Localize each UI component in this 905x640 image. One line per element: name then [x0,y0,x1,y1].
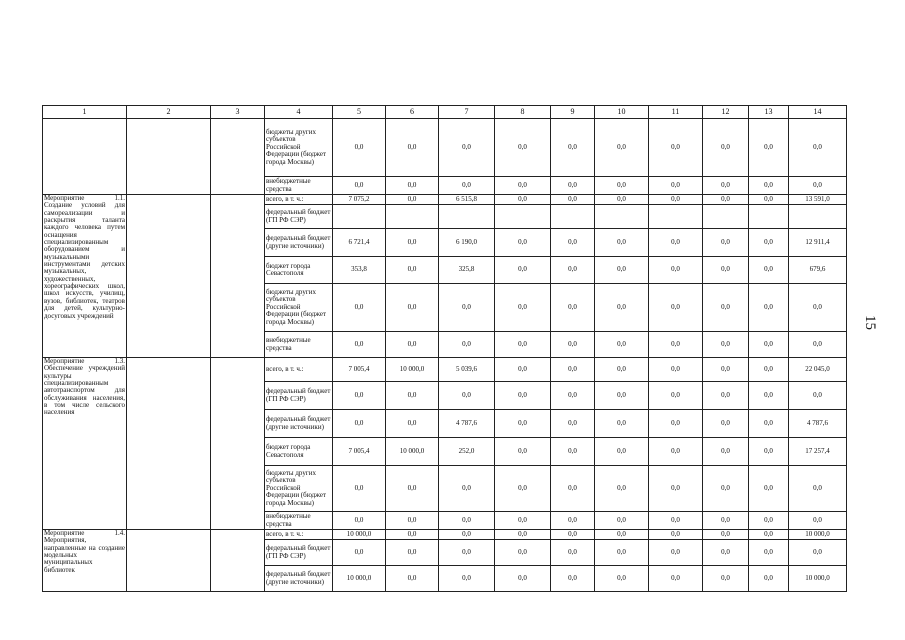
value-cell: 679,6 [789,257,847,284]
value-cell: 0,0 [649,332,703,358]
value-cell: 0,0 [386,512,439,530]
value-cell: 0,0 [595,229,649,257]
value-cell: 0,0 [333,119,386,177]
value-cell [749,205,789,229]
value-cell: 0,0 [386,332,439,358]
header-cell: 4 [265,106,333,119]
value-cell: 0,0 [551,530,595,540]
table-row [43,195,847,205]
funding-source: бюджеты других субъектов Российской Федерации (бюджет города Москвы) [265,466,333,512]
header-cell: 10 [595,106,649,119]
funding-source: всего, в т. ч.: [265,195,333,205]
value-cell: 0,0 [595,177,649,195]
value-cell: 0,0 [333,382,386,410]
value-cell: 0,0 [333,410,386,438]
value-cell: 0,0 [649,177,703,195]
value-cell [333,205,386,229]
value-cell: 0,0 [386,540,439,566]
value-cell: 12 911,4 [789,229,847,257]
value-cell: 0,0 [749,566,789,592]
value-cell: 0,0 [551,382,595,410]
funding-source: бюджеты других субъектов Российской Федерации (бюджет города Москвы) [265,119,333,177]
period-cell [211,530,265,592]
measure-title [43,119,127,195]
value-cell: 10 000,0 [333,566,386,592]
funding-source: федеральный бюджет (ГП РФ СЭР) [265,205,333,229]
period-cell [211,195,265,358]
value-cell: 0,0 [386,530,439,540]
value-cell: 0,0 [649,540,703,566]
value-cell: 0,0 [649,438,703,466]
header-cell: 12 [703,106,749,119]
value-cell: 0,0 [789,540,847,566]
value-cell: 0,0 [703,512,749,530]
value-cell: 0,0 [495,332,551,358]
value-cell: 0,0 [595,257,649,284]
value-cell: 0,0 [703,257,749,284]
value-cell: 7 005,4 [333,358,386,382]
value-cell: 0,0 [551,438,595,466]
funding-source: всего, в т. ч.: [265,530,333,540]
value-cell: 0,0 [595,530,649,540]
value-cell: 0,0 [495,466,551,512]
value-cell: 0,0 [333,177,386,195]
value-cell: 0,0 [703,229,749,257]
funding-source: федеральный бюджет (ГП РФ СЭР) [265,382,333,410]
value-cell: 0,0 [386,466,439,512]
value-cell: 0,0 [703,382,749,410]
value-cell: 0,0 [495,195,551,205]
value-cell: 10 000,0 [789,566,847,592]
value-cell: 0,0 [495,382,551,410]
value-cell [703,205,749,229]
value-cell: 0,0 [749,382,789,410]
value-cell: 0,0 [595,382,649,410]
value-cell: 0,0 [749,466,789,512]
value-cell: 0,0 [439,466,495,512]
value-cell: 325,8 [439,257,495,284]
value-cell: 0,0 [386,257,439,284]
value-cell: 0,0 [749,284,789,332]
value-cell: 0,0 [703,358,749,382]
value-cell: 0,0 [649,566,703,592]
header-cell: 1 [43,106,127,119]
value-cell: 0,0 [749,512,789,530]
value-cell: 0,0 [439,119,495,177]
budget-table [42,105,847,592]
value-cell: 10 000,0 [386,438,439,466]
value-cell: 0,0 [789,119,847,177]
header-cell: 8 [495,106,551,119]
value-cell: 0,0 [649,195,703,205]
value-cell: 0,0 [703,195,749,205]
value-cell: 0,0 [703,410,749,438]
header-cell: 2 [127,106,211,119]
funding-source: федеральный бюджет (другие источники) [265,229,333,257]
value-cell: 10 000,0 [333,530,386,540]
funding-source: федеральный бюджет (другие источники) [265,410,333,438]
period-cell [211,119,265,195]
value-cell: 0,0 [551,512,595,530]
value-cell: 6 515,8 [439,195,495,205]
value-cell: 0,0 [649,257,703,284]
value-cell: 22 045,0 [789,358,847,382]
funding-source: внебюджетные средства [265,332,333,358]
value-cell: 0,0 [595,332,649,358]
value-cell: 0,0 [703,466,749,512]
header-row [43,106,847,119]
value-cell: 0,0 [595,284,649,332]
value-cell: 0,0 [386,382,439,410]
header-cell: 6 [386,106,439,119]
table-row [43,530,847,540]
value-cell: 0,0 [789,382,847,410]
measure-title: Мероприятие 1.1. Создание условий для самореализации и раскрытия таланта каждого человека путем оснащения специализированным оборудованием и музыкальными инструментами детских музыкальных, художественных, хореографических школ, школ искусств, училищ, вузов, библиотек, театров для детей, культурно-досуговых учреждений [43,195,127,358]
value-cell [649,205,703,229]
value-cell: 0,0 [703,332,749,358]
value-cell: 0,0 [333,512,386,530]
value-cell: 0,0 [495,177,551,195]
funding-source: бюджеты других субъектов Российской Федерации (бюджет города Москвы) [265,284,333,332]
value-cell: 0,0 [551,284,595,332]
value-cell: 0,0 [649,284,703,332]
value-cell: 0,0 [749,438,789,466]
header-cell: 14 [789,106,847,119]
value-cell [386,205,439,229]
value-cell: 0,0 [386,410,439,438]
measure-title: Мероприятие 1.3. Обеспечение учреждений культуры специализированным автотранспортом для обслуживания населения, в том числе сельского населения [43,358,127,530]
value-cell [495,205,551,229]
value-cell: 0,0 [789,284,847,332]
value-cell: 0,0 [789,177,847,195]
period-cell [211,358,265,530]
funding-source: федеральный бюджет (ГП РФ СЭР) [265,540,333,566]
value-cell: 0,0 [595,119,649,177]
value-cell: 0,0 [386,177,439,195]
value-cell: 0,0 [439,382,495,410]
value-cell: 0,0 [649,382,703,410]
value-cell: 0,0 [649,466,703,512]
funding-source: всего, в т. ч.: [265,358,333,382]
value-cell: 0,0 [551,540,595,566]
value-cell [789,205,847,229]
value-cell: 0,0 [439,566,495,592]
value-cell: 353,8 [333,257,386,284]
value-cell: 0,0 [749,540,789,566]
value-cell: 0,0 [649,119,703,177]
value-cell: 0,0 [703,530,749,540]
header-cell: 3 [211,106,265,119]
value-cell: 0,0 [439,540,495,566]
value-cell: 4 787,6 [439,410,495,438]
value-cell: 6 721,4 [333,229,386,257]
value-cell: 0,0 [649,530,703,540]
value-cell: 0,0 [703,540,749,566]
executor-cell [127,195,211,358]
value-cell: 0,0 [386,284,439,332]
value-cell: 4 787,6 [789,410,847,438]
value-cell: 0,0 [595,466,649,512]
value-cell: 0,0 [595,358,649,382]
header-cell: 7 [439,106,495,119]
value-cell: 0,0 [495,358,551,382]
value-cell: 0,0 [439,530,495,540]
funding-source: внебюджетные средства [265,512,333,530]
value-cell: 0,0 [649,410,703,438]
value-cell: 0,0 [703,438,749,466]
value-cell: 0,0 [749,257,789,284]
value-cell: 0,0 [749,119,789,177]
value-cell: 0,0 [495,229,551,257]
value-cell: 6 190,0 [439,229,495,257]
value-cell: 0,0 [386,195,439,205]
value-cell: 0,0 [789,332,847,358]
value-cell: 0,0 [749,530,789,540]
value-cell: 0,0 [439,512,495,530]
value-cell: 0,0 [551,257,595,284]
page-number: 15 [862,315,878,330]
executor-cell [127,530,211,592]
value-cell: 0,0 [749,195,789,205]
funding-source: бюджет города Севастополя [265,438,333,466]
value-cell: 0,0 [551,119,595,177]
value-cell: 0,0 [333,284,386,332]
value-cell: 0,0 [703,177,749,195]
value-cell: 10 000,0 [386,358,439,382]
funding-source: внебюджетные средства [265,177,333,195]
value-cell: 7 005,4 [333,438,386,466]
value-cell: 0,0 [439,332,495,358]
value-cell: 0,0 [495,540,551,566]
value-cell: 0,0 [551,332,595,358]
value-cell: 0,0 [333,466,386,512]
value-cell: 5 039,6 [439,358,495,382]
table-row [43,119,847,177]
value-cell: 0,0 [789,512,847,530]
executor-cell [127,358,211,530]
value-cell: 0,0 [749,332,789,358]
value-cell: 0,0 [649,512,703,530]
value-cell: 0,0 [595,512,649,530]
funding-source: федеральный бюджет (другие источники) [265,566,333,592]
value-cell: 0,0 [595,566,649,592]
value-cell: 13 591,0 [789,195,847,205]
value-cell: 0,0 [749,410,789,438]
value-cell: 0,0 [386,566,439,592]
value-cell: 0,0 [749,177,789,195]
value-cell: 252,0 [439,438,495,466]
value-cell: 0,0 [649,358,703,382]
value-cell: 0,0 [439,284,495,332]
value-cell [439,205,495,229]
funding-source: бюджет города Севастополя [265,257,333,284]
value-cell: 0,0 [649,229,703,257]
value-cell: 0,0 [551,358,595,382]
value-cell: 0,0 [551,410,595,438]
value-cell: 0,0 [386,229,439,257]
header-cell: 5 [333,106,386,119]
measure-title: Мероприятие 1.4. Мероприятия, направленные на создание модельных муниципальных библиотек [43,530,127,592]
table-row [43,358,847,382]
value-cell: 0,0 [386,119,439,177]
header-cell: 11 [649,106,703,119]
value-cell: 10 000,0 [789,530,847,540]
value-cell: 0,0 [439,177,495,195]
value-cell: 7 075,2 [333,195,386,205]
value-cell: 0,0 [495,119,551,177]
value-cell: 0,0 [749,229,789,257]
value-cell: 0,0 [551,177,595,195]
value-cell: 0,0 [595,540,649,566]
executor-cell [127,119,211,195]
value-cell: 0,0 [789,466,847,512]
value-cell: 0,0 [333,332,386,358]
value-cell: 17 257,4 [789,438,847,466]
value-cell: 0,0 [749,358,789,382]
value-cell: 0,0 [551,566,595,592]
value-cell: 0,0 [703,119,749,177]
value-cell: 0,0 [703,284,749,332]
value-cell: 0,0 [495,438,551,466]
value-cell: 0,0 [551,466,595,512]
value-cell: 0,0 [495,410,551,438]
value-cell [551,205,595,229]
value-cell: 0,0 [551,229,595,257]
header-cell: 13 [749,106,789,119]
value-cell: 0,0 [595,195,649,205]
value-cell: 0,0 [333,540,386,566]
value-cell: 0,0 [495,530,551,540]
value-cell [595,205,649,229]
value-cell: 0,0 [495,566,551,592]
value-cell: 0,0 [551,195,595,205]
value-cell: 0,0 [495,512,551,530]
value-cell: 0,0 [595,410,649,438]
header-cell: 9 [551,106,595,119]
value-cell: 0,0 [495,257,551,284]
value-cell: 0,0 [495,284,551,332]
value-cell: 0,0 [703,566,749,592]
value-cell: 0,0 [595,438,649,466]
